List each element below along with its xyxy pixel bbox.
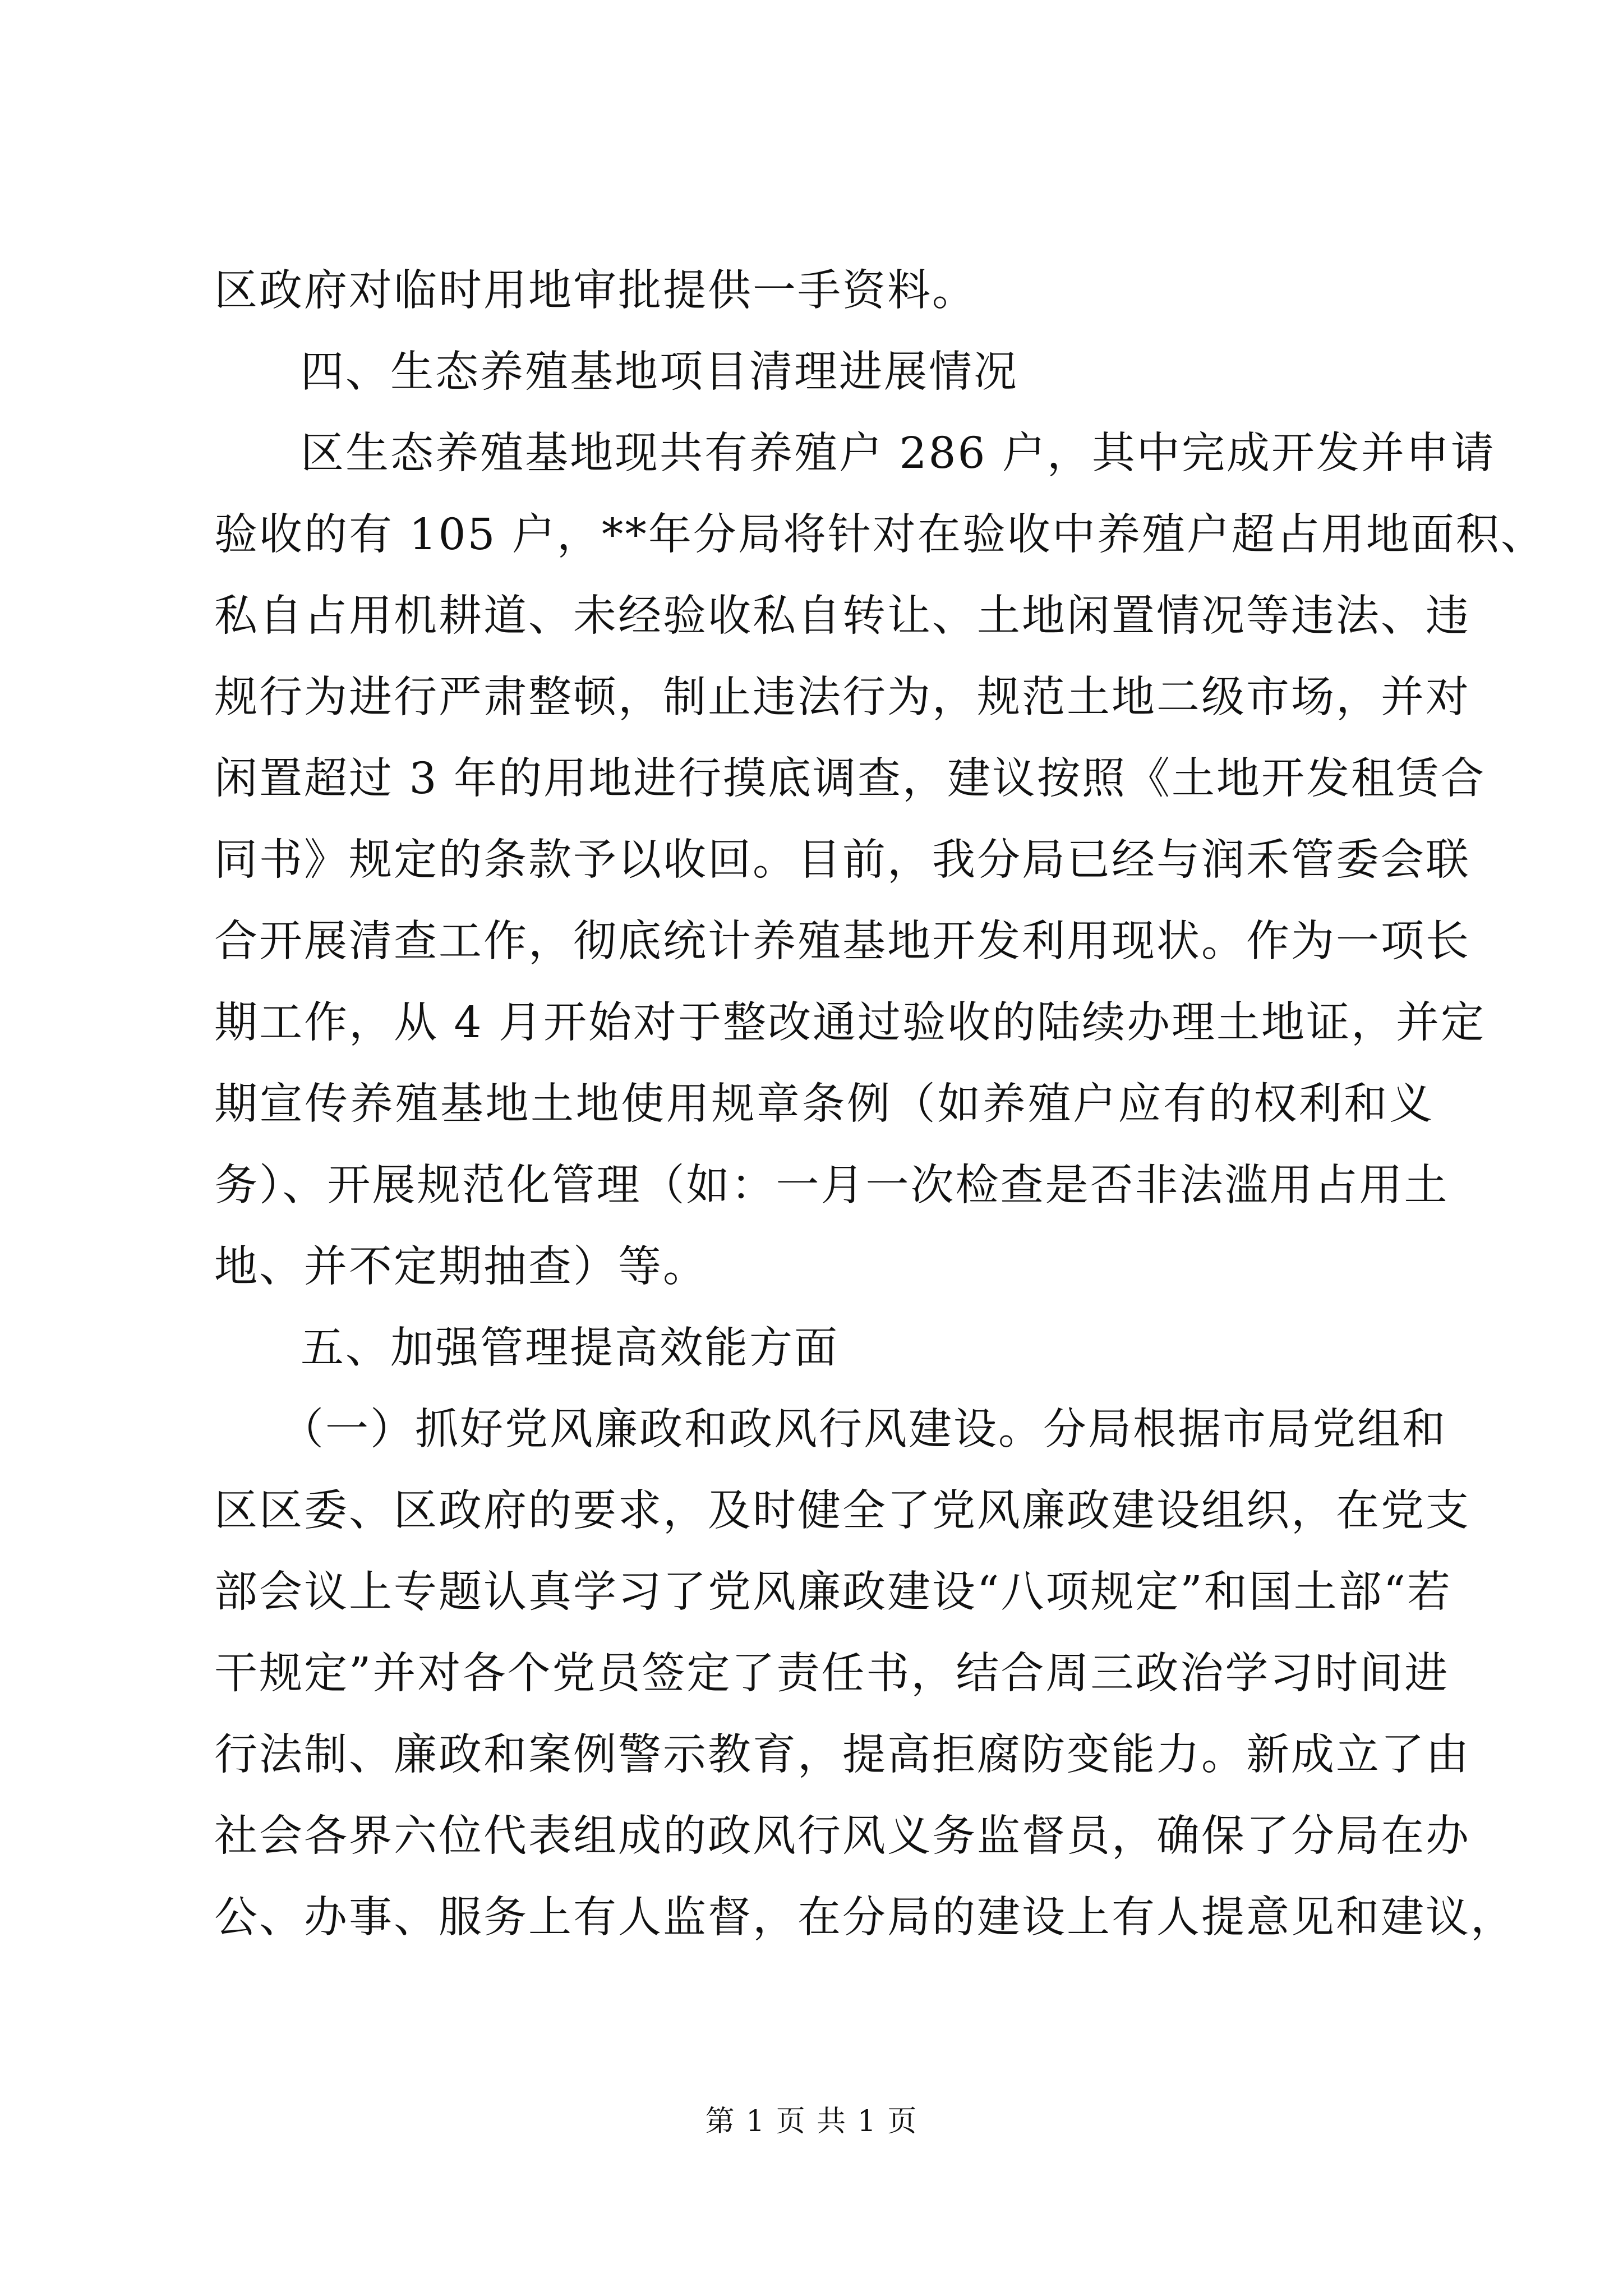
- text-line-16: 区区委、区政府的要求，及时健全了党风廉政建设组织，在党支: [214, 1486, 1470, 1536]
- text-line-5: 私自占用机耕道、未经验收私自转让、土地闲置情况等违法、违: [214, 591, 1470, 641]
- text-line-18: 干规定”并对各个党员签定了责任书，结合周三政治学习时间进: [214, 1649, 1450, 1699]
- text-line-10: 期工作，从 4 月开始对于整改通过验收的陆续办理土地证，并定: [214, 998, 1486, 1048]
- text-line-20: 社会各界六位代表组成的政风行风义务监督员，确保了分局在办: [214, 1811, 1470, 1861]
- text-line-6: 规行为进行严肃整顿，制止违法行为，规范土地二级市场，并对: [214, 673, 1470, 723]
- text-line-7: 闲置超过 3 年的用地进行摸底调查，建议按照《土地开发租赁合: [214, 754, 1486, 804]
- section-heading-5: 五、加强管理提高效能方面: [301, 1323, 839, 1373]
- text-line-17: 部会议上专题认真学习了党风廉政建设“八项规定”和国土部“若: [214, 1567, 1453, 1617]
- text-line-11: 期宣传养殖基地土地使用规章条例（如养殖户应有的权利和义: [214, 1079, 1434, 1129]
- text-line-21: 公、办事、服务上有人监督，在分局的建设上有人提意见和建议，: [214, 1893, 1515, 1943]
- section-heading-4: 四、生态养殖基地项目清理进展情况: [301, 347, 1018, 397]
- text-line-1: 区政府对临时用地审批提供一手资料。: [214, 266, 977, 316]
- page-footer: [0, 2102, 1623, 2141]
- text-line-12: 务）、开展规范化管理（如：一月一次检查是否非法滥用占用土: [214, 1161, 1449, 1211]
- page-number-label: 第 1 页 共 1 页: [705, 2105, 918, 2138]
- text-line-8: 同书》规定的条款予以收回。目前，我分局已经与润禾管委会联: [214, 835, 1470, 885]
- text-line-4: 验收的有 105 户，**年分局将针对在验收中养殖户超占用地面积、: [214, 510, 1546, 560]
- text-line-3: 区生态养殖基地现共有养殖户 286 户，其中完成开发并申请: [301, 429, 1496, 478]
- text-line-15: （一）抓好党风廉政和政风行风建设。分局根据市局党组和: [280, 1405, 1447, 1455]
- text-line-13: 地、并不定期抽查）等。: [214, 1242, 708, 1292]
- text-line-9: 合开展清查工作，彻底统计养殖基地开发利用现状。作为一项长: [214, 917, 1470, 967]
- text-line-19: 行法制、廉政和案例警示教育，提高拒腐防变能力。新成立了由: [214, 1730, 1470, 1780]
- document-body: [214, 250, 1546, 1958]
